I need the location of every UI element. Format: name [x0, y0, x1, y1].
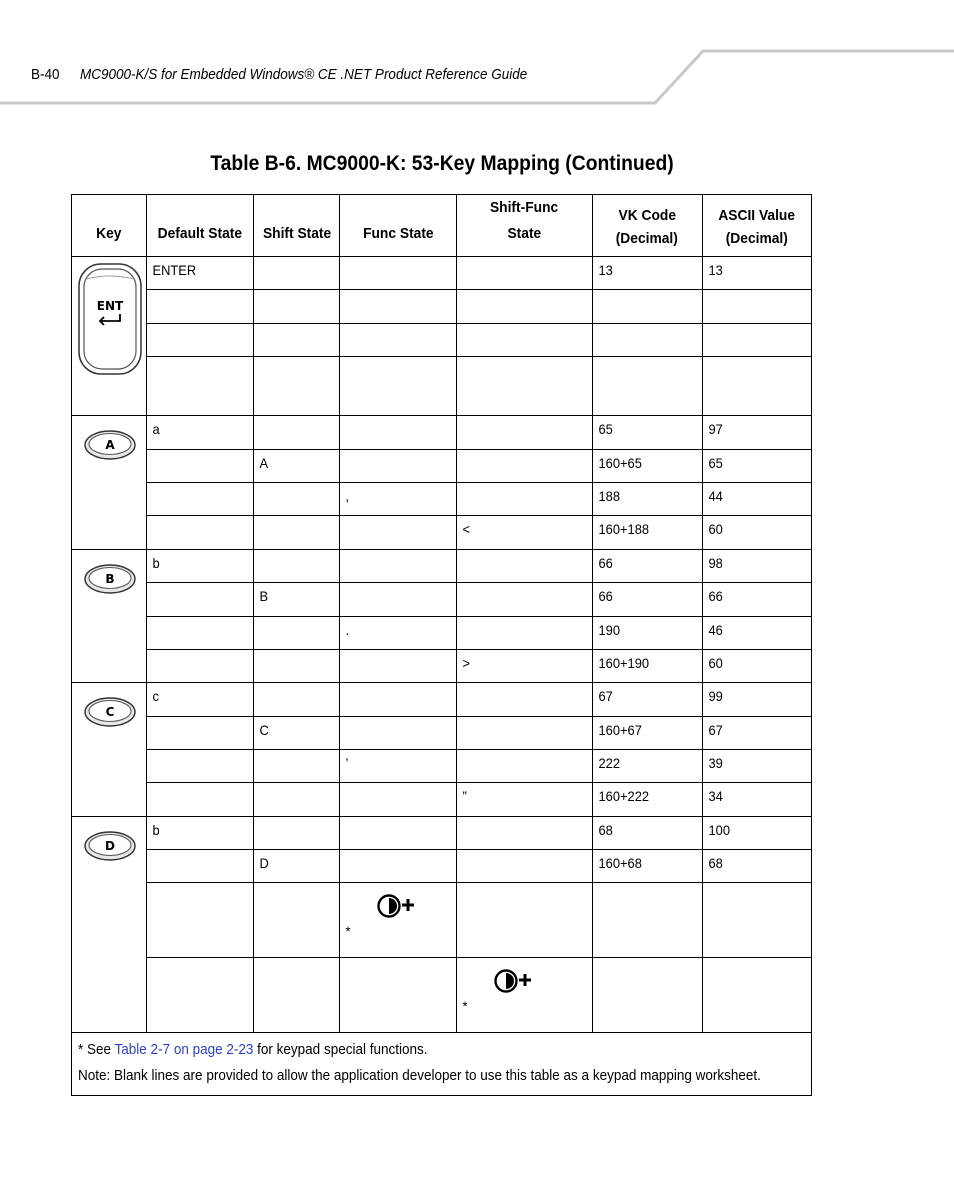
ascii-value-value: 67	[708, 722, 723, 738]
func-state-value	[340, 583, 446, 588]
default-state-value	[147, 750, 245, 755]
vk-code-value: 13	[598, 262, 613, 278]
vk-code-value: 160+68	[598, 855, 642, 871]
cell-vk-code	[592, 257, 702, 290]
cell-default-state	[147, 717, 254, 750]
cell-shift-func-state	[456, 883, 592, 958]
table-row	[72, 617, 812, 650]
default-state-value	[147, 290, 245, 295]
vk-code-value: 160+222	[598, 788, 649, 804]
cell-func-state	[340, 650, 456, 683]
cell-ascii-value	[702, 683, 811, 717]
shift-func-state-value	[457, 257, 581, 262]
cell-vk-code	[592, 883, 702, 958]
footnote-row	[72, 1033, 812, 1096]
func-state-value	[340, 717, 446, 722]
cell-func-state	[340, 683, 456, 717]
cell-vk-code	[592, 290, 702, 324]
ascii-value-value	[703, 883, 803, 888]
ascii-value-value: 13	[708, 262, 723, 278]
shift-state-value	[254, 883, 332, 888]
enter-key-icon	[72, 257, 146, 375]
shift-func-state-value	[457, 883, 581, 888]
vk-code-value: 160+67	[598, 722, 642, 738]
ascii-value-value: 44	[708, 488, 723, 504]
func-state-value	[340, 817, 446, 822]
default-state-value	[147, 357, 245, 362]
cell-shift-func-state	[456, 416, 592, 450]
cell-vk-code	[592, 717, 702, 750]
vk-code-value: 190	[598, 622, 620, 638]
func-state-value: ’	[345, 755, 349, 771]
ascii-value-value	[703, 324, 803, 329]
cell-shift-state	[254, 783, 340, 817]
cell-ascii-value	[702, 583, 811, 617]
cell-default-state	[147, 650, 254, 683]
cell-func-state	[340, 416, 456, 450]
vk-code-value: 66	[598, 555, 613, 571]
cell-shift-state	[254, 450, 340, 483]
cell-shift-state	[254, 483, 340, 516]
shift-func-state-value	[457, 450, 581, 455]
cell-default-state	[147, 883, 254, 958]
default-state-value	[147, 617, 245, 622]
default-state-value	[147, 850, 245, 855]
svg-text:C: C	[105, 705, 115, 719]
cell-shift-state	[254, 958, 340, 1033]
cell-default-state	[147, 583, 254, 617]
func-state-value: .	[345, 622, 350, 638]
key-image-cell	[72, 683, 147, 817]
key-image-cell	[72, 550, 147, 683]
table-row	[72, 750, 812, 783]
ascii-value-value	[703, 357, 803, 362]
cell-vk-code	[592, 683, 702, 717]
cell-default-state	[147, 850, 254, 883]
shift-func-state-value	[457, 717, 581, 722]
cell-shift-func-state	[456, 257, 592, 290]
svg-text:A: A	[105, 438, 115, 452]
cell-ascii-value	[702, 550, 811, 583]
ascii-value-value: 100	[708, 822, 730, 838]
header-rule	[0, 0, 954, 110]
ascii-value-value: 97	[708, 421, 723, 437]
cell-default-state	[147, 617, 254, 650]
cell-func-state	[340, 450, 456, 483]
ascii-value-value: 98	[708, 555, 723, 571]
cell-default-state	[147, 257, 254, 290]
shift-state-value	[254, 516, 332, 521]
cell-func-state	[340, 817, 456, 850]
footnote-see-line: * See Table 2-7 on page 2-23 for keypad special functions.	[78, 1041, 428, 1058]
table-row	[72, 450, 812, 483]
vk-code-value: 160+65	[598, 455, 642, 471]
default-state-value	[147, 324, 245, 329]
ascii-value-value	[703, 290, 803, 295]
table-row	[72, 357, 812, 416]
func-state-value	[340, 683, 446, 688]
cell-vk-code	[592, 783, 702, 817]
col-header-key: Key	[72, 195, 147, 257]
shift-state-value	[254, 783, 332, 788]
shift-state-value	[254, 324, 332, 329]
vk-code-value	[593, 958, 693, 963]
cell-ascii-value	[702, 717, 811, 750]
default-state-value	[147, 450, 245, 455]
cell-shift-state	[254, 750, 340, 783]
cell-shift-state	[254, 357, 340, 416]
cell-default-state	[147, 324, 254, 357]
cell-default-state	[147, 416, 254, 450]
cell-ascii-value	[702, 450, 811, 483]
func-state-value	[340, 958, 446, 963]
cell-default-state	[147, 550, 254, 583]
contrast-plus-icon	[457, 958, 592, 996]
cell-shift-state	[254, 817, 340, 850]
shift-func-state-value	[457, 683, 581, 688]
cell-shift-state	[254, 416, 340, 450]
col-header-shift-state: Shift State	[254, 195, 340, 257]
func-state-value: *	[345, 923, 351, 939]
func-state-value	[340, 324, 446, 329]
cell-shift-state	[254, 550, 340, 583]
cell-shift-func-state	[456, 750, 592, 783]
vk-code-value: 68	[598, 822, 613, 838]
cell-func-state	[340, 550, 456, 583]
shift-state-value	[254, 958, 332, 963]
cell-func-state	[340, 958, 456, 1033]
vk-code-value	[593, 883, 693, 888]
shift-state-value	[254, 683, 332, 688]
cell-func-state	[340, 483, 456, 516]
cell-vk-code	[592, 817, 702, 850]
cell-func-state	[340, 883, 456, 958]
cell-shift-state	[254, 583, 340, 617]
cell-shift-func-state	[456, 617, 592, 650]
func-state-value	[340, 550, 446, 555]
cell-ascii-value	[702, 516, 811, 550]
cell-func-state	[340, 357, 456, 416]
cell-shift-state	[254, 516, 340, 550]
cell-ascii-value	[702, 357, 811, 416]
c-key-icon	[72, 683, 146, 733]
cell-func-state	[340, 324, 456, 357]
func-state-value	[340, 650, 446, 655]
ascii-value-value: 39	[708, 755, 723, 771]
cell-func-state	[340, 257, 456, 290]
page-number: B-40	[31, 66, 60, 83]
shift-state-value	[254, 483, 332, 488]
shift-func-state-value	[457, 750, 581, 755]
cell-vk-code	[592, 450, 702, 483]
shift-func-state-value	[457, 583, 581, 588]
cell-func-state	[340, 583, 456, 617]
contrast-plus-icon	[340, 883, 455, 921]
default-state-value: b	[152, 555, 160, 571]
cell-shift-state	[254, 617, 340, 650]
func-state-value	[340, 257, 446, 262]
vk-code-value: 188	[598, 488, 620, 504]
cell-ascii-value	[702, 650, 811, 683]
cell-default-state	[147, 516, 254, 550]
table-row	[72, 650, 812, 683]
ascii-value-value: 66	[708, 588, 723, 604]
col-header-ascii-value: ASCII Value (Decimal)	[702, 195, 811, 257]
shift-state-value	[254, 416, 332, 421]
shift-func-state-value	[457, 817, 581, 822]
key-image-cell	[72, 257, 147, 416]
cell-shift-state	[254, 257, 340, 290]
cell-ascii-value	[702, 483, 811, 516]
table-row	[72, 290, 812, 324]
default-state-value: a	[152, 421, 160, 437]
cell-shift-func-state	[456, 850, 592, 883]
table-row	[72, 516, 812, 550]
func-state-value	[340, 783, 446, 788]
cell-default-state	[147, 817, 254, 850]
cell-vk-code	[592, 416, 702, 450]
b-key-icon	[72, 550, 146, 600]
cell-ascii-value	[702, 883, 811, 958]
shift-func-state-value: <	[462, 521, 470, 537]
svg-text:ENT: ENT	[96, 299, 124, 313]
col-header-vk-code: VK Code (Decimal)	[592, 195, 702, 257]
shift-func-state-value	[457, 850, 581, 855]
shift-func-state-value	[457, 357, 581, 362]
shift-func-state-value: >	[462, 655, 470, 671]
default-state-value	[147, 483, 245, 488]
table-row	[72, 483, 812, 516]
document-title: MC9000-K/S for Embedded Windows® CE .NET Product Reference Guide	[80, 66, 528, 83]
ascii-value-value: 60	[708, 521, 723, 537]
cell-ascii-value	[702, 416, 811, 450]
vk-code-value: 160+188	[598, 521, 649, 537]
shift-state-value	[254, 550, 332, 555]
table-row	[72, 324, 812, 357]
cell-ascii-value	[702, 290, 811, 324]
shift-state-value: A	[259, 455, 269, 471]
ascii-value-value: 46	[708, 622, 723, 638]
shift-func-state-value	[457, 550, 581, 555]
table-header-row	[72, 195, 812, 257]
default-state-value	[147, 883, 245, 888]
col-header-default-state: Default State	[147, 195, 254, 257]
shift-state-value: C	[259, 722, 270, 738]
table-row	[72, 850, 812, 883]
func-state-value	[340, 357, 446, 362]
cell-shift-func-state	[456, 717, 592, 750]
cell-vk-code	[592, 583, 702, 617]
default-state-value	[147, 516, 245, 521]
key-image-cell	[72, 416, 147, 550]
cell-vk-code	[592, 958, 702, 1033]
table-row	[72, 683, 812, 717]
cell-shift-state	[254, 850, 340, 883]
cell-vk-code	[592, 324, 702, 357]
cell-ascii-value	[702, 257, 811, 290]
cell-ascii-value	[702, 817, 811, 850]
cell-shift-func-state	[456, 783, 592, 817]
cell-shift-func-state	[456, 483, 592, 516]
shift-state-value	[254, 650, 332, 655]
shift-func-state-value: *	[462, 998, 468, 1014]
cell-default-state	[147, 290, 254, 324]
table-2-7-link[interactable]: Table 2-7 on page 2-23	[114, 1041, 254, 1058]
vk-code-value: 160+190	[598, 655, 649, 671]
cell-shift-state	[254, 717, 340, 750]
default-state-value	[147, 783, 245, 788]
table-row	[72, 717, 812, 750]
func-state-value	[340, 516, 446, 521]
cell-shift-func-state	[456, 324, 592, 357]
ascii-value-value: 34	[708, 788, 723, 804]
table-row	[72, 783, 812, 817]
shift-func-state-value: ”	[462, 788, 467, 804]
cell-vk-code	[592, 617, 702, 650]
default-state-value	[147, 717, 245, 722]
cell-vk-code	[592, 357, 702, 416]
cell-default-state	[147, 958, 254, 1033]
cell-shift-func-state	[456, 958, 592, 1033]
key-image-cell	[72, 817, 147, 1033]
ascii-value-value: 65	[708, 455, 723, 471]
cell-shift-state	[254, 883, 340, 958]
default-state-value	[147, 958, 245, 963]
cell-shift-state	[254, 324, 340, 357]
vk-code-value: 67	[598, 688, 613, 704]
shift-func-state-value	[457, 483, 581, 488]
cell-default-state	[147, 750, 254, 783]
cell-shift-func-state	[456, 516, 592, 550]
cell-shift-func-state	[456, 290, 592, 324]
default-state-value: ENTER	[152, 262, 197, 278]
cell-default-state	[147, 450, 254, 483]
footnote-note: Note: Blank lines are provided to allow the application developer to use this table as a keypad mapping worksheet.	[78, 1067, 761, 1084]
func-state-value: ,	[345, 488, 350, 504]
d-key-icon	[72, 817, 146, 867]
cell-vk-code	[592, 550, 702, 583]
shift-state-value	[254, 750, 332, 755]
cell-shift-func-state	[456, 650, 592, 683]
shift-state-value: D	[259, 855, 270, 871]
cell-shift-func-state	[456, 357, 592, 416]
a-key-icon	[72, 416, 146, 466]
cell-default-state	[147, 683, 254, 717]
cell-shift-func-state	[456, 583, 592, 617]
cell-shift-func-state	[456, 683, 592, 717]
vk-code-value: 222	[598, 755, 620, 771]
svg-text:D: D	[105, 839, 115, 853]
func-state-value	[340, 290, 446, 295]
shift-func-state-value	[457, 290, 581, 295]
cell-default-state	[147, 483, 254, 516]
cell-ascii-value	[702, 783, 811, 817]
cell-shift-func-state	[456, 550, 592, 583]
cell-default-state	[147, 357, 254, 416]
table-row	[72, 583, 812, 617]
cell-shift-func-state	[456, 450, 592, 483]
cell-func-state	[340, 290, 456, 324]
shift-state-value	[254, 357, 332, 362]
vk-code-value: 66	[598, 588, 613, 604]
shift-func-state-value	[457, 324, 581, 329]
cell-func-state	[340, 783, 456, 817]
vk-code-value	[593, 357, 693, 362]
cell-shift-state	[254, 683, 340, 717]
ascii-value-value: 60	[708, 655, 723, 671]
shift-state-value	[254, 817, 332, 822]
cell-func-state	[340, 617, 456, 650]
table-row	[72, 817, 812, 850]
cell-func-state	[340, 717, 456, 750]
cell-vk-code	[592, 750, 702, 783]
table-row	[72, 883, 812, 958]
shift-state-value	[254, 617, 332, 622]
default-state-value	[147, 650, 245, 655]
default-state-value: c	[152, 688, 160, 704]
cell-vk-code	[592, 516, 702, 550]
col-header-func-state: Func State	[340, 195, 456, 257]
cell-shift-state	[254, 290, 340, 324]
shift-func-state-value	[457, 617, 581, 622]
ascii-value-value: 99	[708, 688, 723, 704]
shift-state-value: B	[259, 588, 269, 604]
ascii-value-value	[703, 958, 803, 963]
cell-ascii-value	[702, 958, 811, 1033]
func-state-value	[340, 450, 446, 455]
cell-vk-code	[592, 650, 702, 683]
default-state-value	[147, 583, 245, 588]
cell-func-state	[340, 750, 456, 783]
vk-code-value: 65	[598, 421, 613, 437]
key-mapping-table	[71, 194, 812, 1096]
default-state-value: b	[152, 822, 160, 838]
shift-state-value	[254, 257, 332, 262]
cell-ascii-value	[702, 617, 811, 650]
table-row	[72, 416, 812, 450]
table-row	[72, 257, 812, 290]
cell-shift-state	[254, 650, 340, 683]
shift-state-value	[254, 290, 332, 295]
cell-ascii-value	[702, 324, 811, 357]
shift-func-state-value	[457, 416, 581, 421]
cell-func-state	[340, 850, 456, 883]
func-state-value	[340, 850, 446, 855]
table-caption: Table B-6. MC9000-K: 53-Key Mapping (Continued)	[210, 152, 674, 175]
cell-ascii-value	[702, 750, 811, 783]
table-row	[72, 958, 812, 1033]
cell-shift-func-state	[456, 817, 592, 850]
cell-vk-code	[592, 483, 702, 516]
vk-code-value	[593, 290, 693, 295]
footnote	[72, 1033, 812, 1096]
cell-vk-code	[592, 850, 702, 883]
cell-func-state	[340, 516, 456, 550]
cell-default-state	[147, 783, 254, 817]
cell-ascii-value	[702, 850, 811, 883]
func-state-value	[340, 416, 446, 421]
vk-code-value	[593, 324, 693, 329]
table-row	[72, 550, 812, 583]
ascii-value-value: 68	[708, 855, 723, 871]
svg-text:B: B	[105, 572, 115, 586]
col-header-shift-func-state: Shift-Func State	[456, 195, 592, 257]
